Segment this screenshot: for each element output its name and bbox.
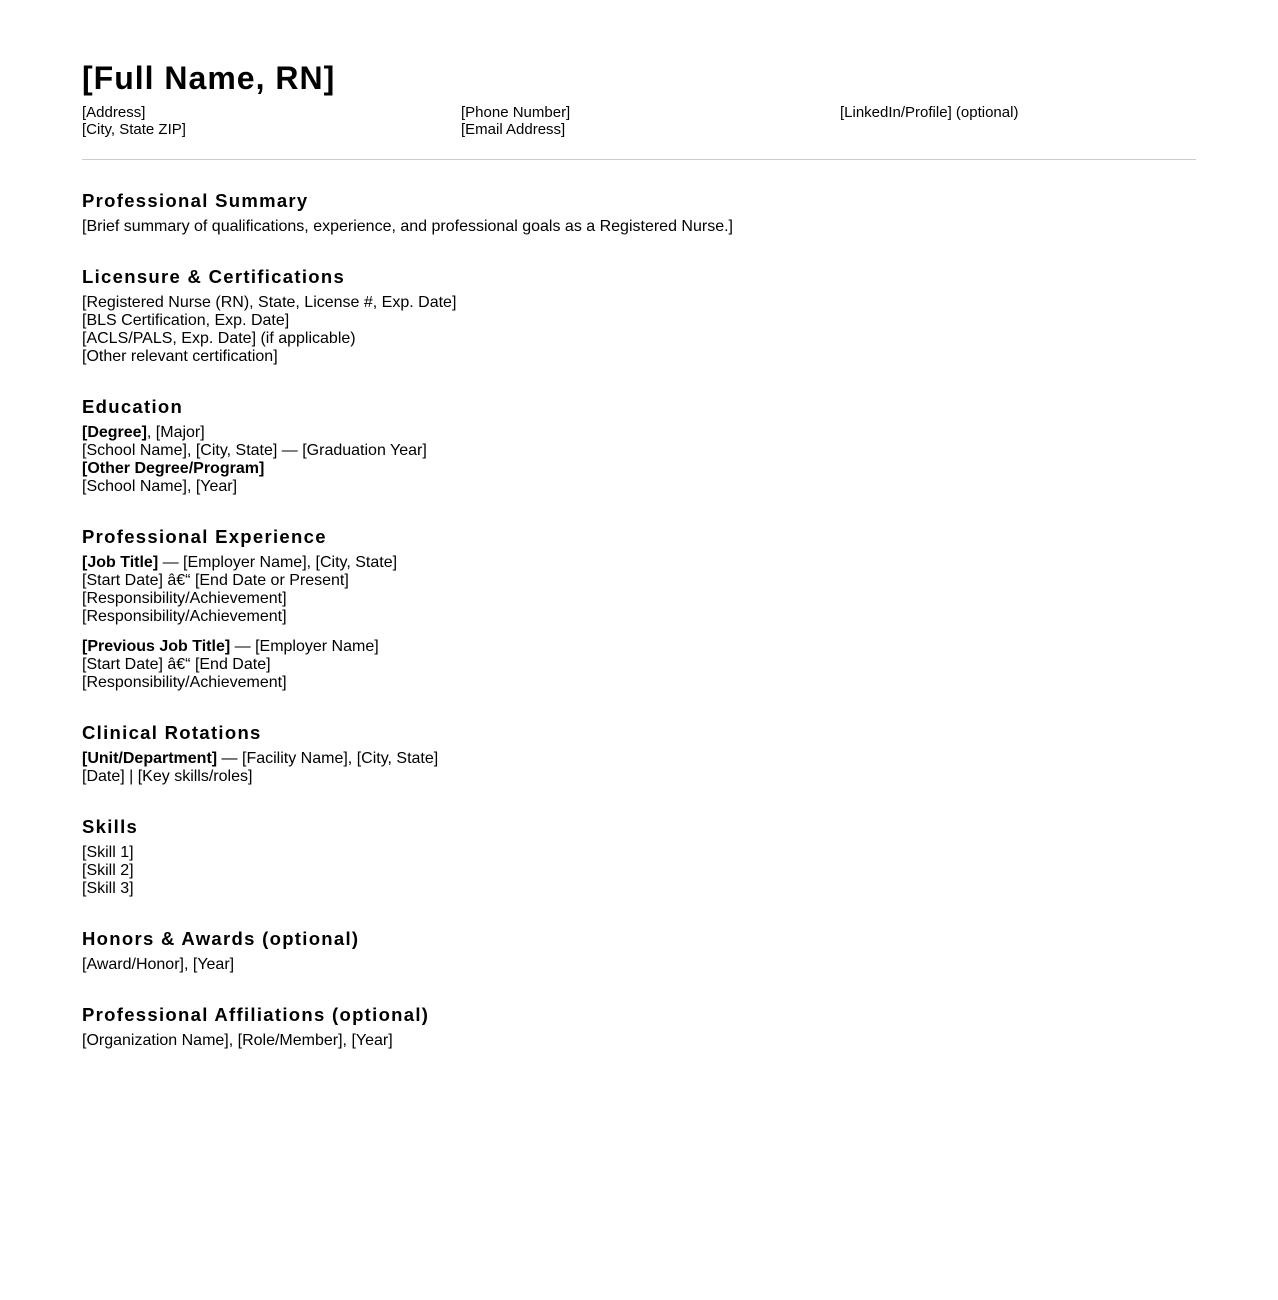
employer: — [Employer Name], [City, State] [158, 554, 398, 571]
section-title: Professional Experience [82, 526, 327, 547]
skill-item: [Skill 3] [82, 880, 134, 897]
section-title: Professional Summary [82, 190, 309, 211]
certification-item: [Registered Nurse (RN), State, License #, Exp. Date] [82, 294, 457, 311]
contact-column-profile [840, 104, 1018, 138]
degree-major: , [Major] [146, 424, 205, 441]
job-title-line [82, 638, 1196, 656]
certification-item: [BLS Certification, Exp. Date] [82, 312, 290, 329]
section-title: Honors & Awards (optional) [82, 928, 360, 949]
section-title: Education [82, 396, 184, 417]
responsibility-item: [Responsibility/Achievement] [82, 674, 287, 691]
certification-item: [ACLS/PALS, Exp. Date] (if applicable) [82, 330, 356, 347]
contact-column-address [82, 104, 461, 138]
city-state-zip: [City, State ZIP] [82, 121, 186, 138]
address: [Address] [82, 104, 146, 121]
section-clinical-rotations [82, 722, 1196, 786]
section-title: Licensure & Certifications [82, 266, 346, 287]
job-title: [Job Title] [82, 554, 159, 571]
job-title: [Previous Job Title] [82, 638, 231, 655]
responsibility-item: [Responsibility/Achievement] [82, 608, 287, 625]
section-professional-affiliations [82, 1004, 1196, 1050]
header-divider [82, 159, 1196, 160]
section-education [82, 396, 1196, 496]
award-item: [Award/Honor], [Year] [82, 956, 235, 973]
degree-name: [Degree] [82, 424, 147, 441]
rotation-unit: [Unit/Department] [82, 750, 218, 767]
email-address: [Email Address] [461, 121, 566, 138]
rotation-facility: — [Facility Name], [City, State] [217, 750, 439, 767]
responsibility-item: [Responsibility/Achievement] [82, 590, 287, 607]
section-skills [82, 816, 1196, 898]
job-dates: [Start Date] â€“ [End Date or Present] [82, 572, 349, 589]
section-professional-experience [82, 526, 1196, 692]
section-licensure-certifications [82, 266, 1196, 366]
skill-item: [Skill 1] [82, 844, 134, 861]
rotation-details: [Date] | [Key skills/roles] [82, 768, 253, 785]
full-name-heading: [Full Name, RN] [82, 60, 336, 96]
degree-line [82, 460, 1196, 478]
job-title-line [82, 554, 1196, 572]
experience-entry [82, 638, 1196, 692]
contact-block [82, 104, 1196, 138]
section-title: Clinical Rotations [82, 722, 262, 743]
phone-number: [Phone Number] [461, 104, 571, 121]
school-line: [School Name], [City, State] — [Graduation Year] [82, 442, 427, 459]
degree-name: [Other Degree/Program] [82, 460, 265, 477]
school-line: [School Name], [Year] [82, 478, 238, 495]
section-professional-summary [82, 190, 1196, 236]
section-honors-awards [82, 928, 1196, 974]
certification-item: [Other relevant certification] [82, 348, 278, 365]
degree-line [82, 424, 1196, 442]
experience-entry [82, 554, 1196, 626]
section-title: Professional Affiliations (optional) [82, 1004, 430, 1025]
affiliation-item: [Organization Name], [Role/Member], [Year] [82, 1032, 393, 1049]
section-title: Skills [82, 816, 139, 837]
contact-column-phone-email [461, 104, 840, 138]
rotation-unit-line [82, 750, 1196, 768]
skill-item: [Skill 2] [82, 862, 134, 879]
employer: — [Employer Name] [230, 638, 379, 655]
linkedin-profile: [LinkedIn/Profile] (optional) [840, 104, 1019, 121]
job-dates: [Start Date] â€“ [End Date] [82, 656, 271, 673]
summary-text: [Brief summary of qualifications, experience, and professional goals as a Registered Nurse.] [82, 218, 733, 235]
